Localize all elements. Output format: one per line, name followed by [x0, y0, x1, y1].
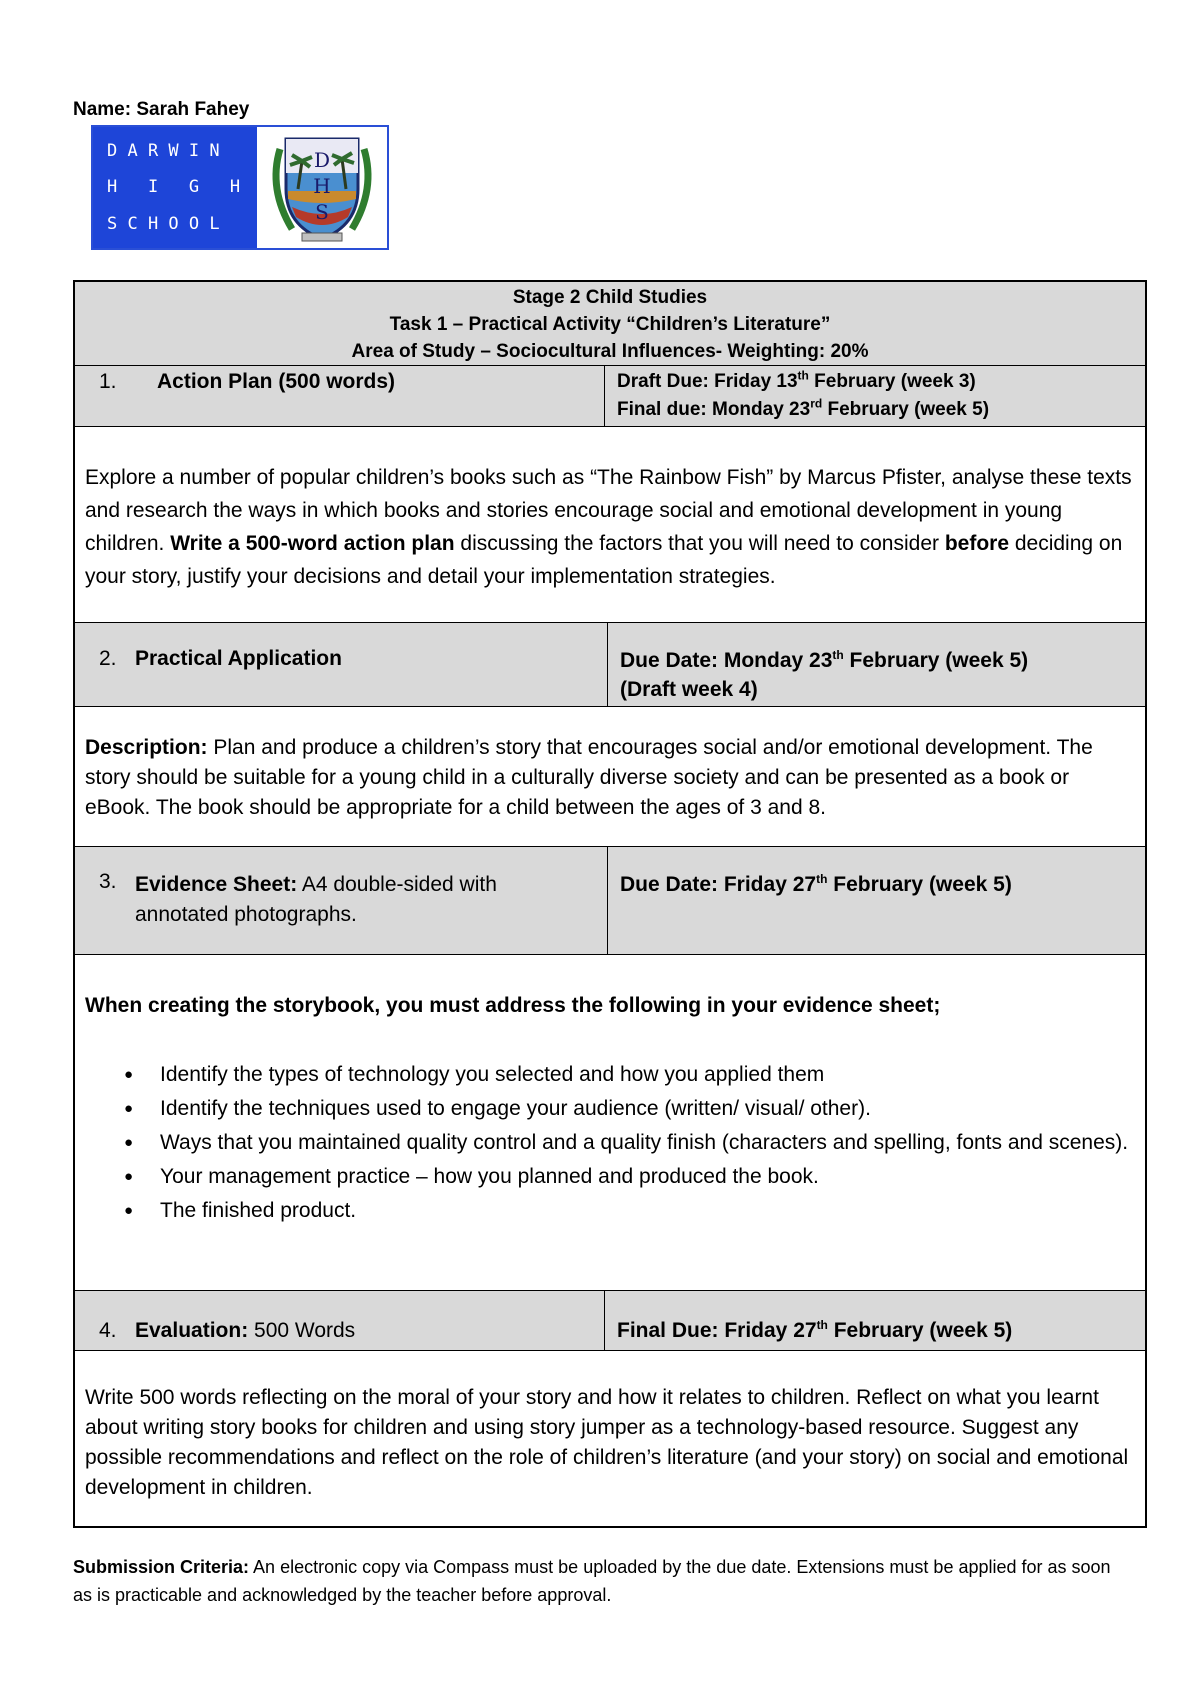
section2-body	[75, 706, 1145, 846]
section2-dates	[607, 623, 1145, 706]
task-table	[73, 280, 1147, 1528]
section4-title: Evaluation:	[135, 1319, 249, 1342]
section1-title: Action Plan (500 words)	[157, 370, 396, 393]
section3-dates	[607, 847, 1145, 954]
task-header	[75, 282, 1145, 365]
section1-description: Explore a number of popular children’s books such as “The Rainbow Fish” by Marcus Pfister, analyse these texts and research the ways in which books and stories encourage social and emotional development in young children. Write a 500-word action plan discussing the factors that you will need to consider before deciding on your story, justify your decisions and detail your implementation strategies.	[85, 466, 1132, 588]
submission-criteria: Submission Criteria: An electronic copy via Compass must be uploaded by the due date. Extensions must be applied for as soon as is practicable and acknowledged by the teacher before approval.	[73, 1557, 1111, 1605]
section2-due: Due Date: Monday 23th February (week 5)	[620, 648, 1029, 672]
student-name: Name: Sarah Fahey	[73, 99, 250, 120]
section1-draft-due: Draft Due: Friday 13th February (week 3)	[617, 368, 976, 392]
crest-letter: D	[313, 147, 331, 172]
logo-row: D A R W I N	[107, 141, 220, 162]
evidence-list	[75, 1058, 1145, 1228]
section4-title-detail: 500 Words	[248, 1319, 356, 1342]
section4-number: 4.	[99, 1319, 117, 1342]
section3-due: Due Date: Friday 27th February (week 5)	[620, 872, 1012, 896]
school-crest-icon	[257, 127, 387, 248]
section1-final-due: Final due: Monday 23rd February (week 5)	[617, 396, 990, 420]
section3-title-detail: A4 double-sided with annotated photographs.	[135, 873, 497, 926]
crest-letter: H	[313, 173, 331, 198]
section2-description: Description: Plan and produce a children’s story that encourages social and/or emotional development. The story should be suitable for a young child in a culturally diverse society and can be presented as a book or eBook. The book should be appropriate for a child between the ages of 3 and 8.	[85, 736, 1093, 819]
section4-due: Final Due: Friday 27th February (week 5)	[617, 1318, 1013, 1342]
section1-body	[75, 426, 1145, 622]
section1-header	[75, 365, 1145, 426]
task-title: Task 1 – Practical Activity “Children’s Literature”	[389, 314, 831, 335]
section2-header	[75, 622, 1145, 706]
section3-number: 3.	[99, 870, 117, 893]
section3-body	[75, 954, 1145, 1290]
section4-body	[75, 1350, 1145, 1526]
logo-row: H I G H	[107, 177, 241, 198]
list-item: ● Identify the techniques used to engage your audience (written/ visual/ other).	[160, 1092, 1145, 1126]
section2-title: Practical Application	[135, 647, 342, 670]
section4-header	[75, 1290, 1145, 1350]
section3-title: Evidence Sheet:	[135, 873, 298, 896]
area-of-study: Area of Study – Sociocultural Influences- Weighting: 20%	[351, 341, 869, 362]
section4-description: Write 500 words reflecting on the moral of your story and how it relates to children. Reflect on what you learnt about writing story books for children and using story jumper as a technology-based resource. Suggest any possible recommendations and reflect on the role of children’s literature (and your story) on social and emotional development in children.	[85, 1386, 1129, 1499]
section2-number: 2.	[99, 647, 117, 670]
school-logo	[91, 125, 389, 250]
section4-dates	[604, 1291, 1145, 1350]
section1-dates	[604, 366, 1145, 426]
list-item: ● Ways that you maintained quality control and a quality finish (characters and spelling, fonts and scenes).	[160, 1126, 1145, 1160]
list-item: ● Identify the types of technology you selected and how you applied them	[160, 1058, 1145, 1092]
section3-intro: When creating the storybook, you must address the following in your evidence sheet;	[85, 994, 941, 1017]
course-title: Stage 2 Child Studies	[512, 287, 708, 308]
crest-letter: S	[315, 199, 329, 224]
logo-wordmark	[93, 127, 257, 248]
list-item: ● Your management practice – how you planned and produced the book.	[160, 1160, 1145, 1194]
list-item: ● The finished product.	[160, 1194, 1145, 1228]
logo-row: S C H O O L	[107, 213, 220, 234]
section2-draft: (Draft week 4)	[620, 678, 758, 701]
section1-number: 1.	[99, 370, 117, 393]
section3-header	[75, 846, 1145, 954]
